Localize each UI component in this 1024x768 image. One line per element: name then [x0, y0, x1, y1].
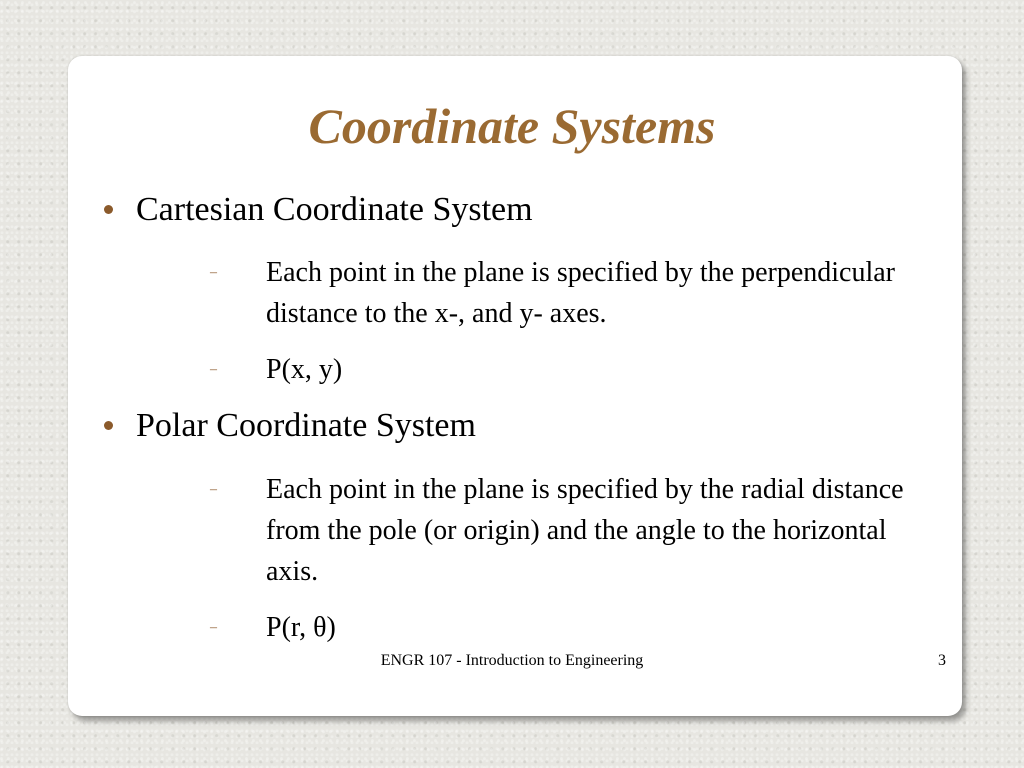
slide-footer: ENGR 107 - Introduction to Engineering — [380, 652, 644, 669]
dash-bullet-icon: – — [210, 265, 217, 280]
sub-bullet-text: P(x, y) — [266, 354, 343, 385]
bullet-text: Polar Coordinate System — [136, 407, 476, 444]
dash-bullet-icon: – — [210, 620, 217, 635]
dash-bullet-icon: – — [210, 362, 217, 377]
bullet-dot-icon — [104, 421, 113, 430]
sub-bullet-text: Each point in the plane is specified by the radial distance from the pole (or origin) and the angle to the horizontal axis. — [266, 474, 904, 587]
sub-bullet-text: Each point in the plane is specified by the perpendicular distance to the x-, and y- axes. — [266, 257, 896, 329]
slide-title: Coordinate Systems — [308, 98, 716, 154]
sub-bullet-text: P(r, θ) — [266, 612, 336, 643]
bullet-text: Cartesian Coordinate System — [136, 191, 533, 228]
page-number: 3 — [938, 652, 946, 669]
dash-bullet-icon: – — [210, 482, 217, 497]
bullet-dot-icon — [104, 205, 113, 214]
